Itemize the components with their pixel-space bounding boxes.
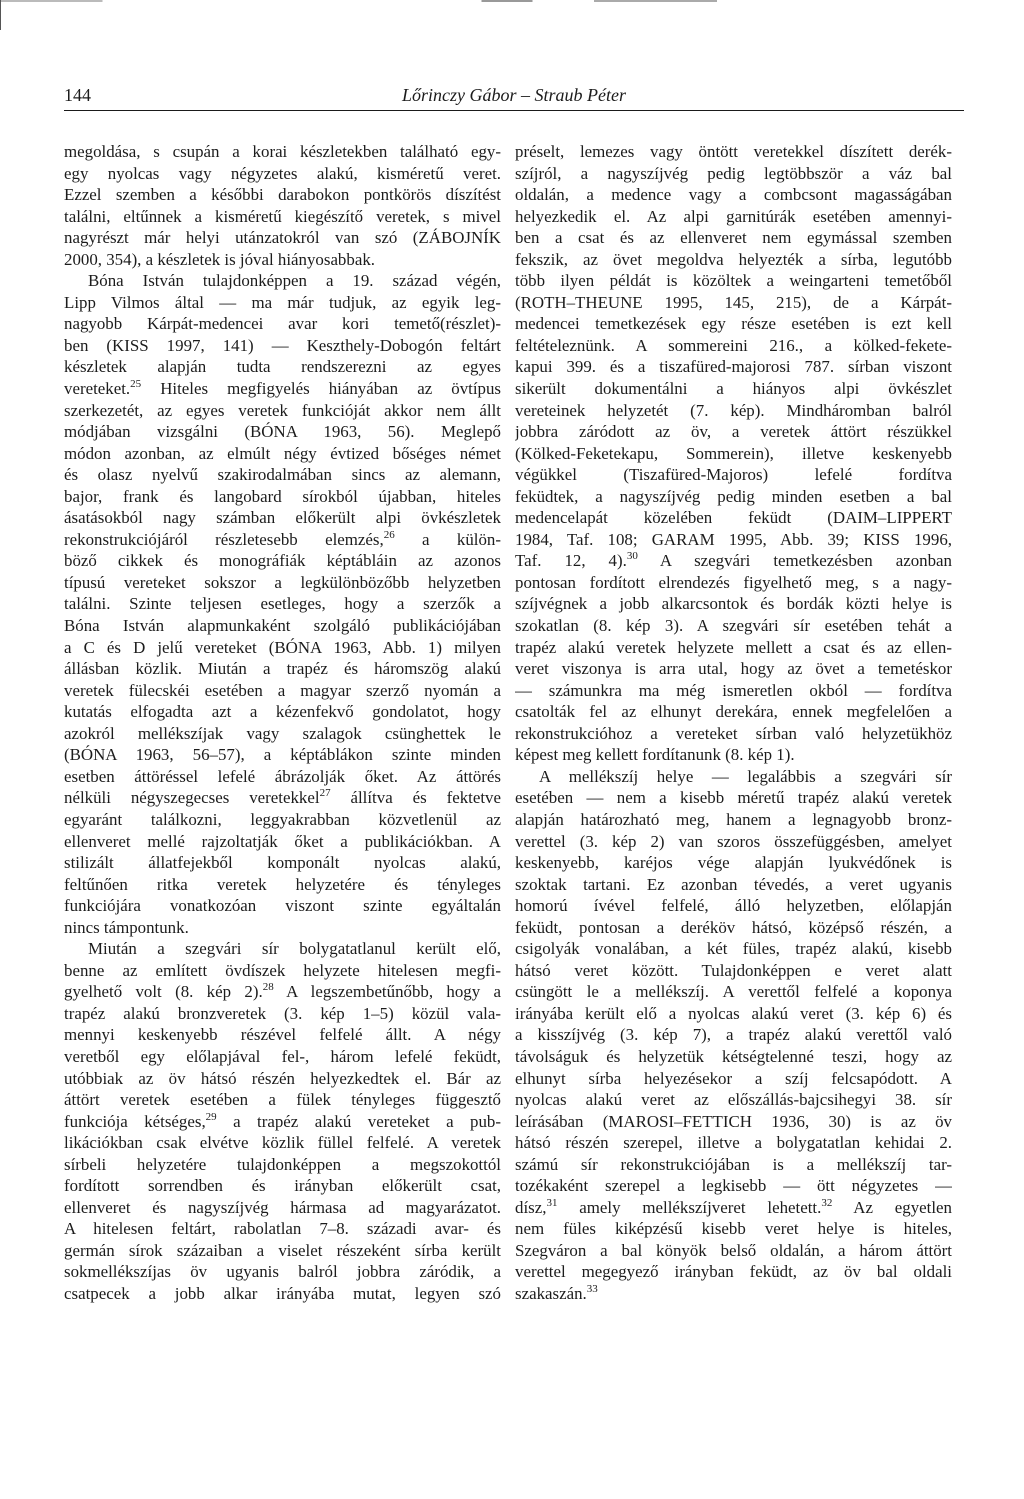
line-text: ben a csat és az ellenveret nem egymással szemben: [515, 228, 952, 248]
text-line: [515, 960, 952, 982]
line-text: medencelapát közelében feküdt (DAIM–LIPPERT: [515, 508, 952, 528]
line-text: gyelhető volt (8. kép 2).: [64, 982, 263, 1002]
line-text: Bóna István tulajdonképpen a 19. század végén,: [88, 271, 501, 291]
text-line: [515, 292, 952, 314]
line-text: távolságuk és helyzetük kétségtelenné teszi, hogy az: [515, 1046, 952, 1066]
text-line: [515, 1089, 952, 1111]
text-line: [515, 550, 952, 572]
line-text: és olasz nyelvű szakirodalmában sincs az alemann,: [64, 465, 501, 485]
line-text: mennyi keskenyebb részével felfelé állt. A négy: [64, 1025, 501, 1045]
footnote-marker: 33: [586, 1282, 598, 1295]
line-text: feltűnően ritka veretek helyzetére és tényleges: [64, 874, 501, 894]
text-line: [515, 593, 952, 615]
line-text: számú sír rekonstrukciójában is a mellékszíj tar-: [515, 1154, 952, 1174]
text-line: [515, 744, 952, 766]
line-text: megoldása, s csupán a korai készletekben található egy-: [64, 142, 501, 161]
page-number: 144: [64, 85, 91, 105]
text-line: [515, 335, 952, 357]
footnote-marker: 31: [546, 1196, 558, 1209]
line-text: 1984, Taf. 108; GARAM 1995, Abb. 39; KISS 1996,: [515, 529, 952, 549]
line-text: (BÓNA 1963, 56–57), a képtáblákon szinte minden: [64, 745, 501, 765]
text-line: [515, 184, 952, 206]
line-text: szíjról, a nagyszíjvég pedig legtöbbször a váz bal: [515, 163, 952, 183]
text-column-left: [64, 141, 501, 1305]
text-line: [515, 615, 952, 637]
text-line: [64, 1175, 501, 1197]
text-line: [515, 227, 952, 249]
text-line: [64, 1154, 501, 1176]
text-line: [64, 335, 501, 357]
text-line: [515, 507, 952, 529]
text-line: [515, 809, 952, 831]
text-line: [515, 1003, 952, 1025]
text-line: [515, 701, 952, 723]
line-text: ellenveret és nagyszíjvég hármasa ad magyarázatot.: [64, 1197, 501, 1217]
line-text: kapui 399. és a tiszafüred-majorosi 787. sírban viszont: [515, 357, 952, 377]
line-text: elhunyt sírba helyezésekor a szíj felcsapódott. A: [515, 1068, 952, 1088]
text-line: [515, 723, 952, 745]
text-line: [64, 1046, 501, 1068]
line-text: rekonstrukciójáról részletesebb elemzés,: [64, 529, 384, 549]
line-text: verettel (3. kép 2) van szoros összefüggésben, amelyet: [515, 831, 952, 851]
text-line: [515, 637, 952, 659]
line-text: amely mellékszíjveret lehetett.: [557, 1197, 822, 1217]
text-line: [64, 1024, 501, 1046]
line-text: módon azonban, az elmúlt négy évtized bőséges német: [64, 443, 501, 463]
text-line: [64, 1240, 501, 1262]
text-line: [64, 270, 501, 292]
line-text: nyolcas alakú veret az előszállás-bajcsihegyi 38. sír: [515, 1090, 952, 1110]
line-text: szakaszán.: [515, 1283, 587, 1303]
text-line: [64, 831, 501, 853]
line-text: veretek fülecskéi esetében a magyar szerző nyomán a: [64, 680, 501, 700]
line-text: nagyrészt már helyi utánzatokról van szó (ZÁBOJNÍK: [64, 228, 501, 248]
line-text: szokatlan (8. kép 3). A szegvári sír esetében tehát a: [515, 616, 952, 636]
text-line: [64, 1003, 501, 1025]
line-text: ásatásokból nagy számban előkerült alpi övkészletek: [64, 508, 501, 528]
line-text: fordított sorrendben és irányban előkerült csat,: [64, 1176, 501, 1196]
line-text: jobbra záródott az öv, a veretek áttört részükkel: [515, 422, 952, 442]
text-line: [64, 378, 501, 400]
line-text: tozékaként szerepel a legkisebb — ött négyzetes —: [515, 1176, 952, 1196]
line-text: Taf. 12, 4).: [515, 551, 627, 571]
text-line: [64, 184, 501, 206]
text-line: [64, 1283, 501, 1305]
line-text: esetben áttöréssel lefelé ábrázolják őket. Az áttörés: [64, 766, 501, 786]
text-line: [64, 917, 501, 939]
line-text: bajor, frank és langobard sírokból újabban, hiteles: [64, 486, 501, 506]
line-text: áttört veretek esetében a fülek tényleges függesztő: [64, 1090, 501, 1110]
text-line: [64, 1068, 501, 1090]
text-line: [64, 981, 501, 1003]
footnote-marker: 26: [383, 528, 395, 541]
text-line: [64, 1261, 501, 1283]
text-line: [515, 1132, 952, 1154]
text-line: [64, 443, 501, 465]
line-text: sikerült dokumentálni a hiányos alpi övkészlet: [515, 379, 952, 399]
line-text: vereteinek helyzetét (7. kép). Mindháromban balról: [515, 400, 952, 420]
line-text: a külön-: [394, 529, 501, 549]
text-line: [64, 1111, 501, 1133]
line-text: feküdt, pontosan a deréköv hátsó, középső részén, a: [515, 917, 952, 937]
line-text: verettel megegyező irányban feküdt, az öv bal oldali: [515, 1262, 952, 1282]
text-line: [515, 1068, 952, 1090]
line-text: A mellékszíj helye — legalábbis a szegvári sír: [539, 766, 952, 786]
line-text: (ROTH–THEUNE 1995, 145, 215), de a Kárpát-: [515, 292, 952, 312]
text-line: [64, 680, 501, 702]
text-line: [64, 421, 501, 443]
text-line: [515, 486, 952, 508]
line-text: a trapéz alakú vereteket a pub-: [216, 1111, 501, 1131]
line-text: A szegvári temetkezésben azonban: [637, 551, 952, 571]
line-text: veret viszonya is arra utal, hogy az övet a temetéskor: [515, 659, 952, 679]
line-text: csatolták fel az elhunyt derekára, ennek megfelelően a: [515, 702, 952, 722]
text-line: [64, 356, 501, 378]
line-text: trapéz alakú bronzveretek (3. kép 1–5) közül vala-: [64, 1003, 501, 1023]
text-line: [515, 141, 952, 163]
text-line: [64, 766, 501, 788]
line-text: sírbeli helyzetére tulajdonképpen a megszokottól: [64, 1154, 501, 1174]
text-line: [515, 270, 952, 292]
text-line: [64, 227, 501, 249]
text-line: [515, 1197, 952, 1219]
line-text: több ilyen példát is közöltek a weingarteni temetőből: [515, 271, 952, 291]
line-text: szíjvégnek a jobb alkarcsontok és bordák közti helye is: [515, 594, 952, 614]
text-line: [64, 1218, 501, 1240]
line-text: ellenveret mellé rajzoltatják őket a publikációkban. A: [64, 831, 501, 851]
scan-top-edge: [0, 0, 1024, 2]
text-line: [515, 938, 952, 960]
line-text: a kisszíjvég (3. kép 7), a trapéz alakú verettől való: [515, 1025, 952, 1045]
line-text: nincs támpontunk.: [64, 917, 189, 937]
text-line: [64, 637, 501, 659]
line-text: A hitelesen feltárt, rabolatlan 7–8. századi avar- és: [64, 1219, 501, 1239]
text-line: [64, 529, 501, 551]
text-line: [515, 400, 952, 422]
line-text: azokról mellékszíjak vagy szalagok csünghettek le: [64, 723, 501, 743]
line-text: (Kölked-Feketekapu, Sommerein), illetve keskenyebb: [515, 443, 952, 463]
line-text: képest meg kellett fordítanunk (8. kép 1).: [515, 745, 795, 765]
line-text: feltételeznünk. A sommereini 216., a kölked-fekete-: [515, 335, 952, 355]
line-text: módjában vizsgálni (BÓNA 1963, 56). Meglepő: [64, 422, 501, 442]
text-line: [64, 206, 501, 228]
line-text: Lipp Vilmos által — ma már tudjuk, az egyik leg-: [64, 292, 501, 312]
line-text: találni, eltűnnek a kisméretű kiegészítő veretek, s mivel: [64, 206, 501, 226]
text-line: [515, 356, 952, 378]
line-text: funkciójára vonatkozóan viszont szinte egyáltalán: [64, 896, 501, 916]
line-text: csatpecek a jobb alkar irányába mutat, legyen szó: [64, 1283, 501, 1303]
line-text: szerkezetét, az egyes veretek funkcióját akkor nem állt: [64, 400, 501, 420]
line-text: állítva és fektetve: [330, 788, 501, 808]
text-line: [515, 852, 952, 874]
line-text: leírásában (MAROSI–FETTICH 1936, 30) is az öv: [515, 1111, 952, 1131]
text-line: [64, 292, 501, 314]
text-line: [515, 529, 952, 551]
line-text: sokmellékszíjas öv ugyanis balról jobbra záródik, a: [64, 1262, 501, 1282]
line-text: likációkban csak elvétve közlik füllel felfelé. A veretek: [64, 1133, 501, 1153]
line-text: préselt, lemezes vagy öntött veretekkel díszített derék-: [515, 142, 952, 161]
line-text: Az egyetlen: [832, 1197, 952, 1217]
text-line: [64, 1197, 501, 1219]
text-line: [64, 1132, 501, 1154]
text-line: [64, 163, 501, 185]
text-line: [515, 917, 952, 939]
line-text: találni. Szinte teljesen esetleges, hogy a szerzők a: [64, 594, 501, 614]
text-line: [515, 787, 952, 809]
line-text: böző cikkek és monográfiák képtábláin az azonos: [64, 551, 501, 571]
text-line: [64, 593, 501, 615]
line-text: készletek alapján tudta rendszerezni az egyes: [64, 357, 501, 377]
text-line: [515, 1261, 952, 1283]
line-text: Szegváron a bal könyök belső oldalán, a három áttört: [515, 1240, 952, 1260]
footnote-marker: 29: [205, 1110, 217, 1123]
footnote-marker: 30: [626, 550, 638, 563]
text-line: [515, 443, 952, 465]
line-text: a C és D jelű vereteket (BÓNA 1963, Abb. 1) milyen: [64, 637, 501, 657]
scan-left-edge: [0, 0, 1, 30]
line-text: esetében — nem a kisebb méretű trapéz alakú veretek: [515, 788, 952, 808]
text-line: [515, 1111, 952, 1133]
line-text: benne az említett övdíszek helyzete hitelesen megfi-: [64, 960, 501, 980]
line-text: A legszembetűnőbb, hogy a: [273, 982, 501, 1002]
text-line: [515, 313, 952, 335]
text-line: [64, 787, 501, 809]
footnote-marker: 32: [821, 1196, 833, 1209]
text-line: [64, 615, 501, 637]
text-line: [515, 378, 952, 400]
text-line: [64, 400, 501, 422]
text-line: [64, 960, 501, 982]
line-text: végükkel (Tiszafüred-Majoros) lefelé fordítva: [515, 465, 952, 485]
line-text: dísz,: [515, 1197, 547, 1217]
line-text: típusú vereteket sokszor a legkülönbözőbb helyzetben: [64, 572, 501, 592]
text-line: [515, 572, 952, 594]
text-line: [64, 141, 501, 163]
text-line: [515, 680, 952, 702]
line-text: csigolyák vonalában, a két füles, trapéz alakú, kisebb: [515, 939, 952, 959]
line-text: csüngött le a mellékszíj. A verettől felfelé a koponya: [515, 982, 952, 1002]
text-line: [515, 1154, 952, 1176]
text-line: [64, 895, 501, 917]
line-text: funkciója kétséges,: [64, 1111, 206, 1131]
line-text: rekonstrukcióhoz a vereteket sírban való helyzetükhöz: [515, 723, 952, 743]
text-line: [64, 486, 501, 508]
text-line: [64, 938, 501, 960]
line-text: Miután a szegvári sír bolygatatlanul került elő,: [88, 939, 501, 959]
text-line: [515, 249, 952, 271]
text-line: [515, 464, 952, 486]
line-text: stilizált állatfejekből komponált nyolcas alakú,: [64, 853, 501, 873]
line-text: nem füles kiképzésű kisebb veret helye is hiteles,: [515, 1219, 952, 1239]
text-line: [64, 249, 501, 271]
line-text: helyezkedik el. Az alpi garnitúrák esetében amennyi-: [515, 206, 952, 226]
line-text: utóbbiak az öv hátsó részén helyezkedtek el. Bár az: [64, 1068, 501, 1088]
text-line: [515, 1240, 952, 1262]
line-text: — számunkra ma még ismeretlen okból — fordítva: [515, 680, 952, 700]
text-line: [64, 809, 501, 831]
text-line: [64, 1089, 501, 1111]
text-line: [515, 766, 952, 788]
line-text: nélküli négyszegecses veretekkel: [64, 788, 320, 808]
text-line: [64, 874, 501, 896]
text-line: [515, 163, 952, 185]
footnote-marker: 27: [319, 787, 331, 800]
text-line: [515, 1218, 952, 1240]
text-line: [64, 701, 501, 723]
text-line: [515, 895, 952, 917]
line-text: hátsó veret között. Tulajdonképpen e veret alatt: [515, 960, 952, 980]
line-text: fekszik, az övet megoldva helyezték a sírba, legutóbb: [515, 249, 952, 269]
line-text: veretből egy előlapjával fel-, három lefelé feküdt,: [64, 1046, 501, 1066]
line-text: germán sírok százaiban a viselet részeként sírba került: [64, 1240, 501, 1260]
text-line: [64, 550, 501, 572]
footnote-marker: 25: [130, 378, 142, 391]
line-text: Bóna István alapmunkaként szolgáló publikációjában: [64, 616, 501, 636]
text-line: [64, 572, 501, 594]
text-line: [64, 464, 501, 486]
line-text: kutatás elfogadta azt a kézenfekvő gondolatot, hogy: [64, 702, 501, 722]
line-text: 2000, 354), a készletek is jóval hiányosabbak.: [64, 249, 375, 269]
text-line: [515, 874, 952, 896]
text-line: [64, 313, 501, 335]
line-text: irányába került elő a nyolcas alakú veret (3. kép 6) és: [515, 1003, 952, 1023]
text-line: [64, 744, 501, 766]
line-text: hátsó részén szerepel, illetve a bolygatatlan kehidai 2.: [515, 1133, 952, 1153]
text-line: [515, 831, 952, 853]
running-title: Lőrinczy Gábor – Straub Péter: [402, 85, 626, 105]
text-column-right: [515, 141, 952, 1305]
line-text: egyaránt találkozni, leggyakrabban közvetlenül az: [64, 809, 501, 829]
line-text: oldalán, a medence vagy a combcsont magasságában: [515, 185, 952, 205]
line-text: Hiteles megfigyelés hiányában az övtípus: [141, 379, 501, 399]
text-line: [515, 981, 952, 1003]
line-text: medencei temetkezések egy része esetében is ezt kell: [515, 314, 952, 334]
line-text: egy nyolcas vagy négyzetes alakú, kisméretű veret.: [64, 163, 501, 183]
text-line: [515, 1283, 952, 1305]
line-text: alapján határozható meg, hanem a legnagyobb bronz-: [515, 809, 952, 829]
text-line: [64, 658, 501, 680]
line-text: szoktak tartani. Ez azonban tévedés, a veret ugyanis: [515, 874, 952, 894]
line-text: keskenyebb, karéjos vége alapján lyukvédőnek is: [515, 853, 952, 873]
text-line: [515, 1175, 952, 1197]
line-text: ben (KISS 1997, 141) — Keszthely-Dobogón feltárt: [64, 335, 501, 355]
line-text: állásban közlik. Miután a trapéz és háromszög alakú: [64, 659, 501, 679]
text-line: [64, 723, 501, 745]
footnote-marker: 28: [262, 981, 274, 994]
text-line: [515, 421, 952, 443]
line-text: vereteket.: [64, 379, 131, 399]
text-line: [515, 1024, 952, 1046]
text-line: [515, 206, 952, 228]
line-text: nagyobb Kárpát-medencei avar kori temető(részlet)-: [64, 314, 501, 334]
line-text: pontosan fordított elrendezés figyelhető meg, s a nagy-: [515, 572, 952, 592]
line-text: trapéz alakú veretek helyzete mellett a csat és az ellen-: [515, 637, 952, 657]
line-text: feküdtek, a nagyszíjvég pedig minden esetben a bal: [515, 486, 952, 506]
text-line: [515, 658, 952, 680]
text-line: [64, 507, 501, 529]
page-header: [64, 80, 964, 111]
text-line: [64, 852, 501, 874]
text-line: [515, 1046, 952, 1068]
line-text: Ezzel szemben a későbbi darabokon pontkörös díszítést: [64, 185, 501, 205]
line-text: homorú ívével felfelé, álló helyzetben, előlapján: [515, 896, 952, 916]
